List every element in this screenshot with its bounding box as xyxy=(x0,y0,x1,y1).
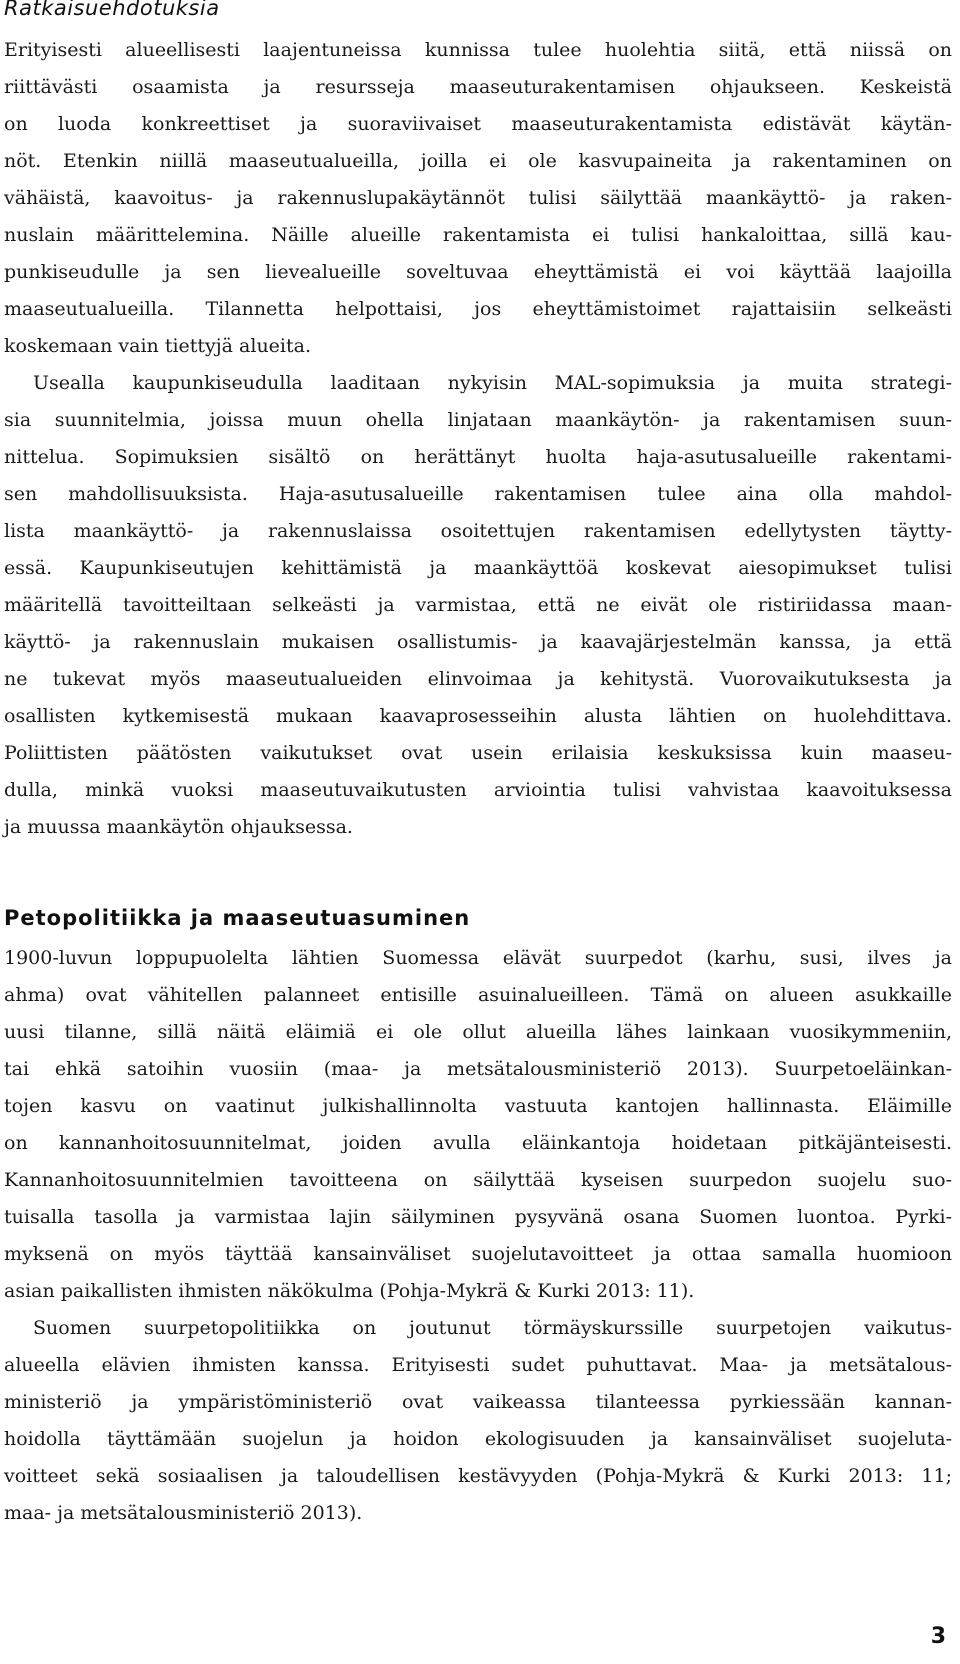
text-line: määritellä tavoitteiltaan selkeästi ja varmistaa, että ne eivät ole ristiriidassa maan- xyxy=(4,594,952,616)
text-line: maaseutualueilla. Tilannetta helpottaisi, jos eheyttämistoimet rajattaisiin selkeästi xyxy=(4,298,952,320)
text-line: uusi tilanne, sillä näitä eläimiä ei ole ollut alueilla lähes lainkaan vuosikymmeniin, xyxy=(4,1021,952,1043)
text-line: on kannanhoitosuunnitelmat, joiden avulla eläinkantoja hoidetaan pitkäjänteisesti. xyxy=(4,1132,952,1154)
section-heading-ratkaisuehdotuksia: Ratkaisuehdotuksia xyxy=(4,0,220,20)
text-line: tuisalla tasolla ja varmistaa lajin säilyminen pysyvänä osana Suomen luontoa. Pyrki- xyxy=(4,1206,952,1228)
text-line: Kannanhoitosuunnitelmien tavoitteena on säilyttää kyseisen suurpedon suojelu suo- xyxy=(4,1169,952,1191)
text-line: tai ehkä satoihin vuosiin (maa- ja metsätalousministeriö 2013). Suurpetoeläinkan- xyxy=(4,1058,952,1080)
text-line: nöt. Etenkin niillä maaseutualueilla, joilla ei ole kasvupaineita ja rakentaminen on xyxy=(4,150,952,172)
text-line: lista maankäyttö- ja rakennuslaissa osoitettujen rakentamisen edellytysten täytty- xyxy=(4,520,952,542)
text-line: osallisten kytkemisestä mukaan kaavaprosesseihin alusta lähtien on huolehdittava. xyxy=(4,705,952,727)
text-line: on luoda konkreettiset ja suoraviivaiset maaseuturakentamista edistävät käytän- xyxy=(4,113,952,135)
text-line: alueella elävien ihmisten kanssa. Erityisesti sudet puhuttavat. Maa- ja metsätalous- xyxy=(4,1354,952,1376)
text-line: Usealla kaupunkiseudulla laaditaan nykyisin MAL-sopimuksia ja muita strategi- xyxy=(33,372,952,394)
text-line: ja muussa maankäytön ohjauksessa. xyxy=(4,816,353,838)
text-line: dulla, minkä vuoksi maaseutuvaikutusten arviointia tulisi vahvistaa kaavoituksessa xyxy=(4,779,952,801)
text-line: essä. Kaupunkiseutujen kehittämistä ja maankäyttöä koskevat aiesopimukset tulisi xyxy=(4,557,952,579)
text-line: voitteet sekä sosiaalisen ja taloudellisen kestävyyden (Pohja-Mykrä & Kurki 2013: 11; xyxy=(4,1465,952,1487)
text-line: ne tukevat myös maaseutualueiden elinvoimaa ja kehitystä. Vuorovaikutuksesta ja xyxy=(4,668,952,690)
text-line: Poliittisten päätösten vaikutukset ovat usein erilaisia keskuksissa kuin maaseu- xyxy=(4,742,952,764)
text-line: Erityisesti alueellisesti laajentuneissa kunnissa tulee huolehtia siitä, että niissä on xyxy=(4,39,952,61)
text-line: sen mahdollisuuksista. Haja-asutusalueille rakentamisen tulee aina olla mahdol- xyxy=(4,483,952,505)
text-line: riittävästi osaamista ja resursseja maaseuturakentamisen ohjaukseen. Keskeistä xyxy=(4,76,952,98)
text-line: nittelua. Sopimuksien sisältö on herättänyt huolta haja-asutusalueille rakentami- xyxy=(4,446,952,468)
text-line: myksenä on myös täyttää kansainväliset suojelutavoitteet ja ottaa samalla huomioon xyxy=(4,1243,952,1265)
text-line: hoidolla täyttämään suojelun ja hoidon ekologisuuden ja kansainväliset suojeluta- xyxy=(4,1428,952,1450)
text-line: ahma) ovat vähitellen palanneet entisille asuinalueilleen. Tämä on alueen asukkaille xyxy=(4,984,952,1006)
text-line: käyttö- ja rakennuslain mukaisen osallistumis- ja kaavajärjestelmän kanssa, ja että xyxy=(4,631,952,653)
text-line: punkiseudulle ja sen lievealueille soveltuvaa eheyttämistä ei voi käyttää laajoilla xyxy=(4,261,952,283)
text-line: Suomen suurpetopolitiikka on joutunut törmäyskurssille suurpetojen vaikutus- xyxy=(33,1317,952,1339)
section-body-ratkaisuehdotuksia xyxy=(4,32,952,846)
section-heading-petopolitiikka: Petopolitiikka ja maaseutuasuminen xyxy=(4,906,471,930)
text-line: 1900-luvun loppupuolelta lähtien Suomessa elävät suurpedot (karhu, susi, ilves ja xyxy=(4,947,952,969)
text-line: nuslain määrittelemina. Näille alueille rakentamista ei tulisi hankaloittaa, sillä kau- xyxy=(4,224,952,246)
text-line: vähäistä, kaavoitus- ja rakennuslupakäytännöt tulisi säilyttää maankäyttö- ja raken- xyxy=(4,187,952,209)
text-line: asian paikallisten ihmisten näkökulma (Pohja-Mykrä & Kurki 2013: 11). xyxy=(4,1280,695,1302)
text-line: ministeriö ja ympäristöministeriö ovat vaikeassa tilanteessa pyrkiessään kannan- xyxy=(4,1391,952,1413)
text-line: tojen kasvu on vaatinut julkishallinnolta vastuuta kantojen hallinnasta. Eläimille xyxy=(4,1095,952,1117)
text-line: koskemaan vain tiettyjä alueita. xyxy=(4,335,312,357)
text-line: maa- ja metsätalousministeriö 2013). xyxy=(4,1502,363,1524)
section-body-petopolitiikka xyxy=(4,940,952,1532)
page-number: 3 xyxy=(930,1624,946,1649)
text-line: sia suunnitelmia, joissa muun ohella linjataan maankäytön- ja rakentamisen suun- xyxy=(4,409,952,431)
